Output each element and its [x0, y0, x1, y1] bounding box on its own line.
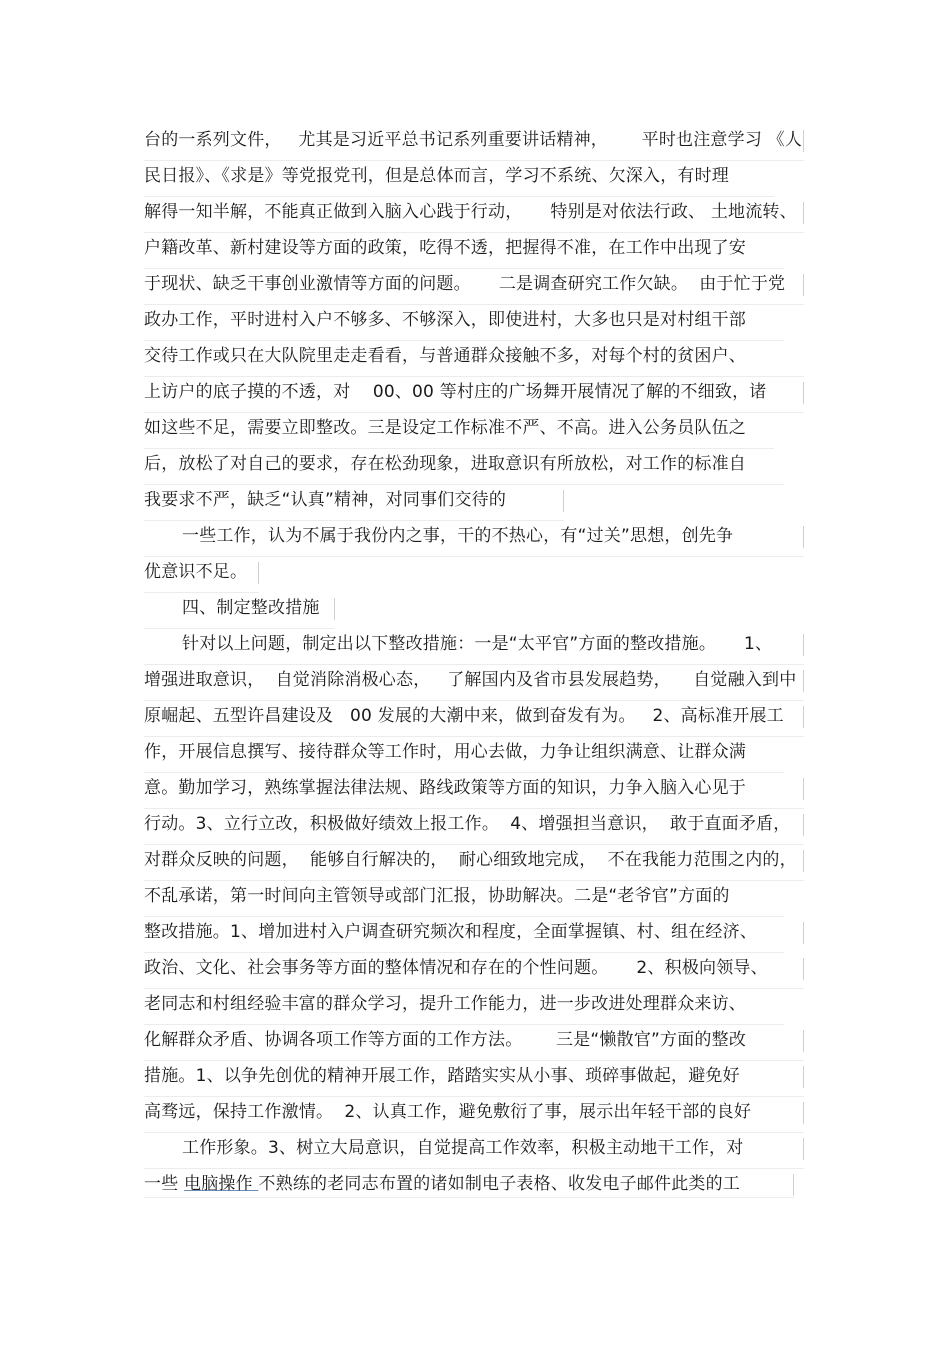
text-line: 原崛起、五型许昌建设及 00 发展的大潮中来，做到奋发有为。 2、高标准开展工 — [144, 706, 784, 726]
line-end-marker — [334, 598, 335, 620]
line-end-marker — [803, 634, 804, 656]
text-line: 不乱承诺，第一时间向主管领导或部门汇报，协助解决。二是“老爷官”方面的 — [144, 886, 730, 906]
line-end-marker — [803, 526, 804, 548]
line-end-marker — [803, 850, 804, 872]
line-end-marker — [803, 1102, 804, 1124]
text-line: 工作形象。3、树立大局意识，自觉提高工作效率，积极主动地干工作，对 — [182, 1138, 744, 1158]
text-line: 整改措施。1、增加进村入户调查研究频次和程度，全面掌握镇、村、组在经济、 — [144, 922, 758, 942]
text-line: 作，开展信息撰写、接待群众等工作时，用心去做，力争让组织满意、让群众满 — [144, 742, 746, 762]
text-line: 政治、文化、社会事务等方面的整体情况和存在的个性问题。 2、积极向领导、 — [144, 958, 768, 978]
text-line: 如这些不足，需要立即整改。三是设定工作标准不严、不高。进入公务员队伍之 — [144, 418, 746, 438]
text-line: 上访户的底子摸的不透，对 00、00 等村庄的广场舞开展情况了解的不细致，诸 — [144, 382, 767, 402]
text-line: 于现状、缺乏干事创业激情等方面的问题。 二是调查研究工作欠缺。 由于忙于党 — [144, 274, 786, 294]
line-end-marker — [803, 1066, 804, 1088]
line-end-marker — [803, 1138, 804, 1160]
text-line: 我要求不严，缺乏“认真”精神，对同事们交待的 — [144, 490, 507, 510]
text-line: 增强进取意识， 自觉消除消极心态， 了解国内及省市县发展趋势， 自觉融入到中 — [144, 670, 797, 690]
text-line: 针对以上问题，制定出以下整改措施：一是“太平官”方面的整改措施。 1、 — [182, 634, 773, 654]
line-end-marker — [803, 202, 804, 224]
line-end-marker — [803, 814, 804, 836]
text-line: 政办工作，平时进村入户不够多、不够深入，即使进村，大多也只是对村组干部 — [144, 310, 746, 330]
text-line: 化解群众矛盾、协调各项工作等方面的工作方法。 三是“懒散官”方面的整改 — [144, 1030, 747, 1050]
text-line: 民日报》、《求是》等党报党刊，但是总体而言，学习不系统、欠深入，有时理 — [144, 166, 729, 186]
computer-operation-link[interactable]: 电脑操作 — [184, 1174, 259, 1194]
text-line: 对群众反映的问题， 能够自行解决的， 耐心细致地完成， 不在我能力范围之内的， — [144, 850, 797, 870]
text-line: 交待工作或只在大队院里走走看看，与普通群众接触不多，对每个村的贫困户、 — [144, 346, 746, 366]
line-end-marker — [803, 706, 804, 728]
text-line: 户籍改革、新村建设等方面的政策，吃得不透，把握得不准，在工作中出现了安 — [144, 238, 746, 258]
text-line: 措施。1、以争先创优的精神开展工作，踏踏实实从小事、琐碎事做起，避免好 — [144, 1066, 740, 1086]
line-end-marker — [803, 1030, 804, 1052]
text-line — [144, 1166, 740, 1202]
line-end-marker — [803, 778, 804, 800]
line-end-marker — [803, 670, 804, 692]
text-line: 高骛远，保持工作激情。 2、认真工作，避免敷衍了事，展示出年轻干部的良好 — [144, 1102, 752, 1122]
text-line: 一些工作，认为不属于我份内之事，干的不热心，有“过关”思想，创先争 — [182, 526, 734, 546]
line-end-marker — [258, 562, 259, 584]
section-heading: 四、制定整改措施 — [182, 598, 320, 618]
text-segment: 不熟练的老同志布置的诸如制电子表格、收发电子邮件此类的工 — [258, 1174, 741, 1194]
text-line: 老同志和村组经验丰富的群众学习，提升工作能力，进一步改进处理群众来访、 — [144, 994, 746, 1014]
text-line: 优意识不足。 — [144, 562, 248, 582]
text-line: 后，放松了对自己的要求，存在松劲现象，进取意识有所放松，对工作的标准自 — [144, 454, 746, 474]
line-end-marker — [803, 382, 804, 404]
text-line: 解得一知半解，不能真正做到入脑入心践于行动， 特别是对依法行政、 土地流转、 — [144, 202, 797, 222]
line-end-marker — [803, 274, 804, 296]
text-line: 台的一系列文件， 尤其是习近平总书记系列重要讲话精神， 平时也注意学习 《人 — [144, 130, 803, 150]
text-segment: 一些 — [144, 1174, 185, 1194]
line-end-marker — [793, 1174, 794, 1196]
text-line: 意。勤加学习，熟练掌握法律法规、路线政策等方面的知识，力争入脑入心见于 — [144, 778, 746, 798]
line-end-marker — [803, 922, 804, 944]
text-line: 行动。3、立行立改，积极做好绩效上报工作。 4、增强担当意识， 敢于直面矛盾， — [144, 814, 791, 834]
line-end-marker — [803, 958, 804, 980]
line-end-marker — [563, 490, 564, 512]
line-end-marker — [803, 130, 804, 152]
